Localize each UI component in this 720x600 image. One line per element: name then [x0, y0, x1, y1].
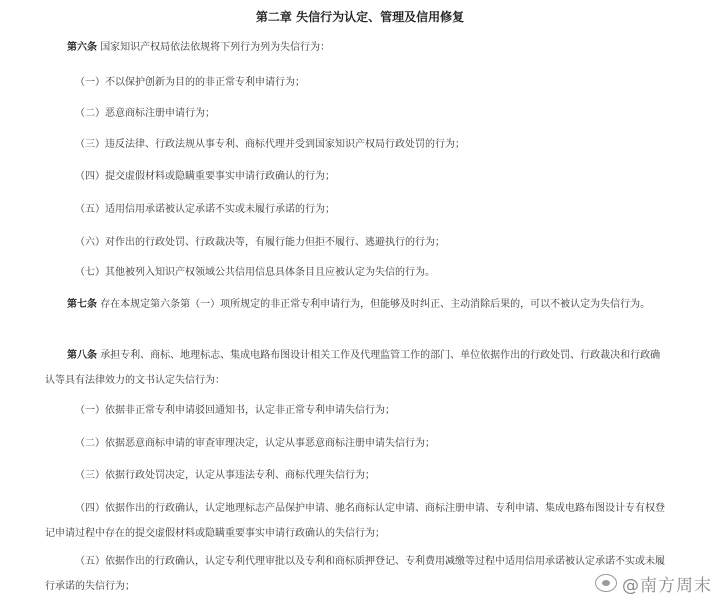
- watermark-text: @南方周末: [622, 575, 712, 596]
- article7-paragraph: [45, 292, 665, 317]
- article7-text: 存在本规定第六条第（一）项所规定的非正常专利申请行为，但能够及时纠正、主动消除后果的，可以不被认定为失信行为。: [100, 299, 651, 310]
- article7-lead: 第七条: [67, 299, 97, 310]
- article8-item: （二）依据恶意商标申请的审查审理决定，认定从事恶意商标注册申请失信行为；: [75, 438, 435, 449]
- chapter-title: 第二章 失信行为认定、管理及信用修复: [255, 10, 465, 24]
- article8-paragraph: [45, 343, 665, 393]
- article6-item: （二）恶意商标注册申请行为；: [75, 108, 215, 119]
- article6-item: （六）对作出的行政处罚、行政裁决等，有履行能力但拒不履行、逃避执行的行为；: [75, 237, 445, 248]
- article8-item-wrapped: [45, 496, 665, 546]
- article6-heading: [67, 41, 330, 55]
- article8-item-text: （四）依据作出的行政确认，认定地理标志产品保护申请、驰名商标认定申请、商标注册申请、专利申请、集成电路布图设计专有权登记申请过程中存在的提交虚假材料或隐瞒重要事实申请行政确认的失信行为；: [45, 503, 665, 539]
- article8-item: （一）依据非正常专利申请驳回通知书，认定非正常专利申请失信行为；: [75, 405, 395, 416]
- article6-item: （七）其他被列入知识产权领域公共信用信息具体条目且应被认定为失信的行为。: [75, 267, 435, 278]
- watermark: [595, 572, 712, 594]
- article8-item-wrapped: [45, 549, 665, 599]
- article8-item-text: （五）依据作出的行政确认，认定专利代理审批以及专利和商标质押登记、专利费用减缴等过程中适用信用承诺被认定承诺不实或未履行承诺的失信行为；: [45, 556, 665, 592]
- article8-intro: 承担专利、商标、地理标志、集成电路布图设计相关工作及代理监管工作的部门、单位依据作出的行政处罚、行政裁决和行政确认等具有法律效力的文书认定失信行为：: [45, 350, 661, 386]
- article8-lead: 第八条: [67, 350, 97, 361]
- article6-item: （四）提交虚假材料或隐瞒重要事实申请行政确认的行为；: [75, 171, 335, 182]
- article6-intro: 国家知识产权局依法依规将下列行为列为失信行为：: [100, 42, 331, 53]
- article6-lead: 第六条: [67, 42, 97, 53]
- article8-item: （三）依据行政处罚决定，认定从事违法专利、商标代理失信行为；: [75, 470, 375, 481]
- article6-item: （五）适用信用承诺被认定承诺不实或未履行承诺的行为；: [75, 204, 335, 215]
- weibo-icon: [595, 574, 617, 592]
- article6-item: （三）违反法律、行政法规从事专利、商标代理并受到国家知识产权局行政处罚的行为；: [75, 139, 465, 150]
- article6-item: （一）不以保护创新为目的的非正常专利申请行为；: [75, 77, 305, 88]
